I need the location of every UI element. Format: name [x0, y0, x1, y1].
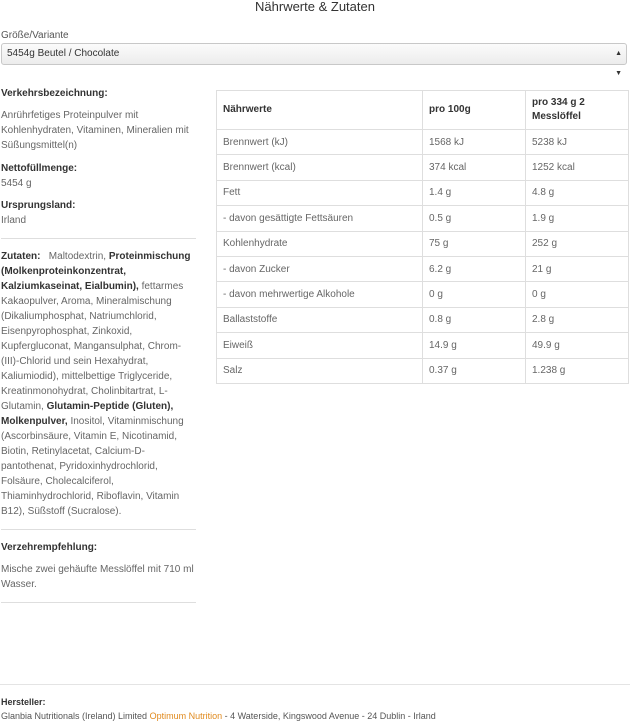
table-cell: 21 g: [526, 256, 629, 281]
table-cell: 0.8 g: [423, 307, 526, 332]
ingredients-part: fettarmes Kakaopulver, Aroma, Mineralmischung (Dikaliumphosphat, Natriumchlorid, Eisenpyrophosphat, Zinkoxid, Kupfergluconat, Mangansulphat, Chrom-(III)-Chlorid und sein Hexahydrat, Kaliumiodid), mittelbettige Triglyceride, Kreatinmonohydrat, Cholinbitartrat, L-Glutamin,: [1, 281, 184, 412]
table-cell: 252 g: [526, 231, 629, 256]
table-cell: Kohlenhydrate: [217, 231, 423, 256]
ingredients-text: [1, 249, 196, 519]
table-row: [217, 333, 629, 358]
table-cell: 49.9 g: [526, 333, 629, 358]
table-cell: 1.238 g: [526, 358, 629, 383]
select-arrows-icon: ▲ ▼: [615, 50, 622, 77]
page-title: Nährwerte & Zutaten: [255, 0, 375, 14]
table-cell: 0.5 g: [423, 206, 526, 231]
table-cell: 1.9 g: [526, 206, 629, 231]
designation-text: Anrührfetiges Proteinpulver mit Kohlenhydraten, Vitaminen, Mineralien mit Süßungsmittel(n): [1, 110, 189, 151]
table-cell: 0 g: [526, 282, 629, 307]
table-cell: 0.37 g: [423, 358, 526, 383]
table-row: [217, 358, 629, 383]
variant-select[interactable]: [1, 43, 627, 77]
table-row: [217, 155, 629, 180]
table-cell: - davon Zucker: [217, 256, 423, 281]
designation-label: Verkehrsbezeichnung:: [1, 88, 108, 99]
variant-label: Größe/Variante: [1, 30, 69, 41]
table-cell: 1.4 g: [423, 180, 526, 205]
table-cell: - davon mehrwertige Alkohole: [217, 282, 423, 307]
table-row: [217, 307, 629, 332]
table-cell: 374 kcal: [423, 155, 526, 180]
variant-selected-value: 5454g Beutel / Chocolate: [7, 48, 120, 59]
table-cell: 75 g: [423, 231, 526, 256]
table-cell: 6.2 g: [423, 256, 526, 281]
table-row: [217, 130, 629, 155]
origin-label: Ursprungsland:: [1, 200, 76, 211]
table-cell: 5238 kJ: [526, 130, 629, 155]
divider: [1, 529, 196, 530]
table-cell: 1568 kJ: [423, 130, 526, 155]
table-cell: 0 g: [423, 282, 526, 307]
table-cell: Salz: [217, 358, 423, 383]
table-cell: - davon gesättigte Fettsäuren: [217, 206, 423, 231]
table-cell: 1252 kcal: [526, 155, 629, 180]
manufacturer-info: [1, 695, 436, 723]
column-header: Nährwerte: [217, 91, 423, 130]
table-cell: Brennwert (kcal): [217, 155, 423, 180]
product-info: [1, 86, 196, 613]
ingredients-bold-part: Glutamin-Peptide (Gluten), Molkenpulver,: [1, 401, 174, 427]
manufacturer-address: - 4 Waterside, Kingswood Avenue - 24 Dublin - Irland: [224, 711, 436, 721]
net-value: 5454 g: [1, 178, 32, 189]
table-row: [217, 231, 629, 256]
recommendation-text: Mische zwei gehäufte Messlöffel mit 710 ml Wasser.: [1, 564, 194, 590]
divider: [1, 602, 196, 603]
table-cell: 4.8 g: [526, 180, 629, 205]
origin-value: Irland: [1, 215, 27, 226]
net-label: Nettofüllmenge:: [1, 163, 78, 174]
table-header-row: [217, 91, 629, 130]
table-row: [217, 256, 629, 281]
footer-divider: [0, 684, 630, 685]
table-row: [217, 206, 629, 231]
ingredients-part: Inositol, Vitaminmischung (Ascorbinsäure, Vitamin E, Nicotinamid, Biotin, Retinylacetat, Calcium-D-pantothenat, Pyridoxinhydrochlorid, Folsäure, Cholecalciferol, Thiaminhydrochlorid, Riboflavin, Vitamin B12), Süßstoff (Sucralose).: [1, 416, 184, 517]
column-header: pro 334 g 2 Messlöffel: [526, 91, 629, 130]
table-row: [217, 180, 629, 205]
table-cell: 2.8 g: [526, 307, 629, 332]
table-cell: Brennwert (kJ): [217, 130, 423, 155]
ingredients-bold-part: Proteinmischung (Molkenproteinkonzentrat, Kalziumkaseinat, Eialbumin),: [1, 251, 191, 292]
recommendation-label: Verzehrempfehlung:: [1, 542, 98, 553]
table-cell: Eiweiß: [217, 333, 423, 358]
ingredients-part: Maltodextrin,: [48, 251, 107, 262]
column-header: pro 100g: [423, 91, 526, 130]
manufacturer-brand-link[interactable]: Optimum Nutrition: [149, 711, 223, 721]
manufacturer-label: Hersteller:: [1, 697, 46, 707]
table-cell: Fett: [217, 180, 423, 205]
table-row: [217, 282, 629, 307]
ingredients-label: Zutaten:: [1, 251, 41, 262]
nutrition-table: [216, 90, 629, 384]
table-cell: Ballaststoffe: [217, 307, 423, 332]
manufacturer-company: Glanbia Nutritionals (Ireland) Limited: [1, 711, 148, 721]
divider: [1, 238, 196, 239]
table-cell: 14.9 g: [423, 333, 526, 358]
